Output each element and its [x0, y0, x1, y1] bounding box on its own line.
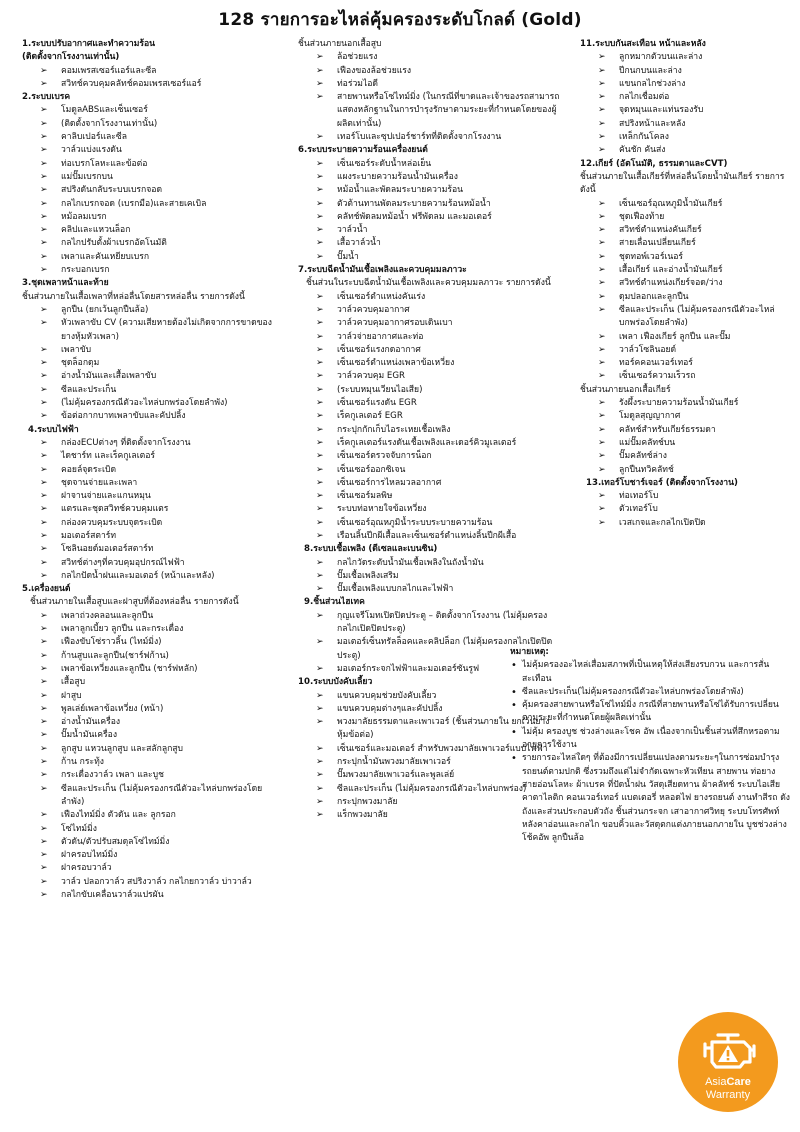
list-item: ➢ อ่างน้ำมันและเสื้อเพลาขับ [22, 370, 284, 383]
list-item: ➢ กลไกเบรกจอด (เบรกมือ)และสายเคเบิล [22, 198, 284, 211]
list-item: ➢ ท่อเบรกโลหะและข้อต่อ [22, 158, 284, 171]
list-item: ➢ เพลาข้อเหวี่ยงและลูกปืน (ชาร์ฟหลัก) [22, 663, 284, 676]
list-item: ➢ พูลเล่ย์เพลาข้อเหวี่ยง (หน้า) [22, 703, 284, 716]
list-item: ➢ เวสเกจและกลไกเปิดปิด [580, 517, 790, 530]
list-item: ➢ รังผึ้งระบายความร้อนน้ำมันเกียร์ [580, 397, 790, 410]
list-item: ➢ ชุดล็อกดุม [22, 357, 284, 370]
list-item: ➢ หม้อลมเบรก [22, 211, 284, 224]
list-item: ➢ กระปุกพวงมาลัย [298, 796, 560, 809]
section-intro: ชิ้นส่วนภายในเสื้อเพลาที่หล่อลื่นโดยสารหล่อลื่น รายการดังนี้ [22, 291, 245, 302]
list-item: ➢ สายเลื่อนเปลี่ยนเกียร์ [580, 237, 790, 250]
list-item: ➢ วาล์วจ่ายอากาศและท่อ [298, 331, 560, 344]
list-item: ➢ วาล์วควบคุมอากาศ [298, 304, 560, 317]
list-item: ➢ โซลินอยด์มอเตอร์สตาร์ท [22, 543, 284, 556]
section-item-list [22, 65, 284, 92]
note-item: • ไม่คุ้มครองอะไหล่เสื่อมสภาพที่เป็นเหตุให้ส่งเสียงรบกวน และการสั่นสะเทือน [510, 659, 790, 686]
section-item-list [580, 397, 790, 477]
list-item: ➢ เซ็นเซอร์การไหลมวลอากาศ [298, 477, 560, 490]
list-item: ➢ วาล์วควบคุมอากาศรอบเดินเบา [298, 317, 560, 330]
list-item: ➢ กลไกปัดน้ำฝนและมอเตอร์ (หน้าและหลัง) [22, 570, 284, 583]
list-item: ➢ มอเตอร์เซ็นทรัลล็อคและคลิปล็อก (ไม่คุ้มครองกลไกเปิดปิดประตู) [298, 636, 560, 663]
list-item: ➢ สายพานหรือโซ่ไทม์มิ่ง (ในกรณีที่ขาดและเจ้าของรถสามารถแสดงหลักฐานในการบำรุงรักษาตามระยะที่กำหนดโดยของผู้ผลิตเท่านั้น) [298, 91, 560, 131]
section-intro: (ติดตั้งจากโรงงานเท่านั้น) [22, 52, 120, 63]
note-item: • ไม่คุ้ม ครองบูช ช่วงล่างและโชค อัพ เนื่องจากเป็นชิ้นส่วนที่สึกหรอตามอายุการใช้งาน [510, 726, 790, 753]
list-item: ➢ วาล์วแบ่งแรงดัน [22, 144, 284, 157]
section-heading: 13.เทอร์โบชาร์เจอร์ (ติดตั้งจากโรงงาน) [586, 477, 738, 488]
page-title: 128 รายการอะไหล่คุ้มครองระดับโกลด์ (Gold) [218, 10, 582, 30]
list-item: ➢ เซ็นเซอร์แรงดัน EGR [298, 397, 560, 410]
list-item: ➢ คลัทช์พัดลมหม้อน้ำ ฟรีพัดลม และมอเตอร์ [298, 211, 560, 224]
section-intro: ชิ้นส่วนภายในเสื้อสูบและฝาสูบที่ต้องหล่อลื่น รายการดังนี้ [30, 597, 239, 608]
list-item: ➢ กล่องECUต่างๆ ที่ติดตั้งจากโรงงาน [22, 437, 284, 450]
list-item: ➢ ปั๊มเชื้อเพลิงแบบกลไกและไฟฟ้า [298, 583, 560, 596]
section-item-list [580, 198, 790, 384]
list-item: ➢ ปั๊มเชื้อเพลิงเสริม [298, 570, 560, 583]
list-item: ➢ กระเดื่องวาล์ว เพลา และบูช [22, 769, 284, 782]
list-item: ➢ คอยล์จุดระเบิด [22, 464, 284, 477]
section-item-list [580, 51, 790, 157]
logo-word-asia: Asia [705, 1076, 727, 1088]
list-item: ➢ คลัทช์สำหรับเกียร์ธรรมดา [580, 424, 790, 437]
list-item: ➢ ทอร์คคอนเวอร์เทอร์ [580, 357, 790, 370]
list-item: ➢ ซีลและประเก็น (ไม่คุ้มครองกรณีตัวอะไหล่บกพร่อง) [298, 783, 560, 796]
list-item: ➢ วาล์วโซลินอยด์ [580, 344, 790, 357]
list-item: ➢ ตัวดัน/ตัวปรับสมดุลโซ่ไทม์มิ่ง [22, 836, 284, 849]
column-1 [22, 38, 284, 902]
note-item: • ซีลและประเก็น(ไม่คุ้มครองกรณีตัวอะไหล่บกพร่องโดยลำพัง) [510, 686, 790, 699]
section-intro: ชิ้นส่วนในระบบฉีดน้ำมันเชื้อเพลิงและควบคุมมลภาวะ รายการดังนี้ [306, 278, 551, 289]
list-item: ➢ แขนควบคุมต่างๆและคัปปลิ้ง [298, 703, 560, 716]
list-item: ➢ ไดชาร์ท และเร็คกูเลเตอร์ [22, 450, 284, 463]
section-item-list [298, 51, 560, 144]
list-item: ➢ พวงมาลัยธรรมดาและเพาเวอร์ (ชิ้นส่วนภายใน ยกเว้นยางหุ้มข้อต่อ) [298, 716, 560, 743]
list-item: ➢ กุญแจรีโมทเปิดปิดประตู – ติดตั้งจากโรงงาน (ไม่คุ้มครองกลไกเปิดปิดประตู) [298, 610, 560, 637]
section-intro: ชิ้นส่วนภายนอกเสื้อเกียร์ [580, 384, 671, 395]
list-item: ➢ สปริงหน้าและหลัง [580, 118, 790, 131]
section-heading: 11.ระบบกันสะเทือน หน้าและหลัง [580, 39, 706, 49]
section-heading: 6.ระบบระบายความร้อนเครื่องยนต์ [298, 145, 428, 156]
list-item: ➢ เรือนลิ้นปีกผีเสื้อและเซ็นเซอร์ตำแหน่งลิ้นปีกผีเสื้อ [298, 530, 560, 543]
list-item: ➢ เพลาและคันเหยียบเบรก [22, 251, 284, 264]
list-item: ➢ ชุดเฟืองท้าย [580, 211, 790, 224]
list-item: ➢ เซ็นเซอร์อุณหภูมิน้ำระบบระบายความร้อน [298, 517, 560, 530]
list-item: ➢ เฟืองของล้อช่วยแรง [298, 65, 560, 78]
list-item: ➢ เพลาถ่วงคลอนและลูกปืน [22, 610, 284, 623]
list-item: ➢ (ติดตั้งจากโรงงานเท่านั้น) [22, 118, 284, 131]
list-item: ➢ ปั๊มพวงมาลัยเพาเวอร์และพูลเล่ย์ [298, 769, 560, 782]
list-item: ➢ วาล์วควบคุม EGR [298, 370, 560, 383]
note-item: • รายการอะไหล่ใดๆ ที่ต้องมีการเปลี่ยนแปลงตามระยะๆในการซ่อมบำรุงรถยนต์ตามปกติ ซึ่งรวมถึงแต่ไม่จำกัดเฉพาะหัวเทียน สายพาน ท่อยาง สายอ่อนโลหะ ผ้าเบรค ที่ปัดน้ำฝน วัสดุเสียดทาน ผ้าคลัทช์ ระบบไอเสีย คาตาไลติก คอนเวอร์เทอร์ แบตเตอรี่ หลอดไฟ ยางรถยนต์ งานทำสีรถ ดังถังและส่วนประกอบตัวถัง ชิ้นส่วนกระจก เสาอากาศวิทยุ ระบบโทรศัพท์ หลังคาอ่อนและกลไก ขอบคิ้วและวัสดุตกแต่งภายนอกภายใน บูชช่วงล่าง โช้คอัพ ลูกปืนล้อ [510, 752, 790, 845]
list-item: ➢ เสื้อสูบ [22, 676, 284, 689]
list-item: ➢ เทอร์โบและซุปเปอร์ชาร์ทที่ติดตั้งจากโรงงาน [298, 131, 560, 144]
list-item: ➢ กลไกเชื่อมต่อ [580, 91, 790, 104]
list-item: ➢ จุดหมุนและแท่นรองรับ [580, 104, 790, 117]
list-item: ➢ เซ็นเซอร์มลพิษ [298, 490, 560, 503]
list-item: ➢ แผงระบายความร้อนน้ำมันเครื่อง [298, 171, 560, 184]
list-item: ➢ เพลาลูกเบี้ยว ลูกปืน และกระเดื่อง [22, 623, 284, 636]
list-item: ➢ คอมเพรสเซอร์แอร์และซีล [22, 65, 284, 78]
list-item: ➢ คลิปและแหวนล็อก [22, 224, 284, 237]
list-item: ➢ มอเตอร์สตาร์ท [22, 530, 284, 543]
logo-text-warranty: Warranty [705, 1089, 751, 1101]
list-item: ➢ แตรและชุดสวิทช์ควบคุมแตร [22, 503, 284, 516]
list-item: ➢ สวิทช์ตำแหน่งเกียร์จอด/ว่าง [580, 277, 790, 290]
list-item: ➢ เร็คกูเลเตอร์ EGR [298, 410, 560, 423]
section-item-list [22, 437, 284, 583]
section-item-list [22, 304, 284, 424]
list-item: ➢ สวิทช์ต่างๆที่ควบคุมอุปกรณ์ไฟฟ้า [22, 557, 284, 570]
section-item-list [22, 104, 284, 277]
section-item-list [298, 557, 560, 597]
section-intro: ชิ้นส่วนภายในเสื้อเกียร์ที่หล่อลื่นโดยน้ำมันเกียร์ รายการดังนี้ [580, 171, 785, 196]
section-heading: 4.ระบบไฟฟ้า [28, 424, 79, 435]
section-heading: 3.ชุดเพลาหน้าและท้าย [22, 278, 109, 289]
list-item: ➢ กระปุกน้ำมันพวงมาลัยเพาเวอร์ [298, 756, 560, 769]
list-item: ➢ ก้านสูบและลูกปืน(ชาร์ฟก้าน) [22, 650, 284, 663]
list-item: ➢ ซีลและประเก็น (ไม่คุ้มครองกรณีตัวอะไหล่บกพร่องโดยลำพัง) [22, 783, 284, 810]
list-item: ➢ คันชัก คันส่ง [580, 144, 790, 157]
list-item: ➢ ลูกสูบ แหวนลูกสูบ และสลักลูกสูบ [22, 743, 284, 756]
list-item: ➢ เซ็นเซอร์ตำแหน่งเพลาข้อเหวี่ยง [298, 357, 560, 370]
list-item: ➢ โซ่ไทม์มิ่ง [22, 823, 284, 836]
list-item: ➢ เฟืองไทม์มิ่ง ตัวดัน และ ลูกรอก [22, 809, 284, 822]
list-item: ➢ หัวเพลาขับ CV (ความเสียหายต้องไม่เกิดจากการขาดของยางหุ้มหัวเพลา) [22, 317, 284, 344]
list-item: ➢ เซ็นเซอร์ระดับน้ำหล่อเย็น [298, 158, 560, 171]
list-item: ➢ ฝาครอบไทม์มิ่ง [22, 849, 284, 862]
list-item: ➢ เสื้อเกียร์ และอ่างน้ำมันเกียร์ [580, 264, 790, 277]
column-3 [580, 38, 790, 530]
section-heading: 12.เกียร์ (อัตโนมัติ, ธรรมดาและCVT) [580, 158, 728, 169]
list-item: ➢ เฟืองขับโซ่ราวลิ้น (ไทม์มิ่ง) [22, 636, 284, 649]
list-item: ➢ ฝาสูบ [22, 690, 284, 703]
list-item: ➢ กระบอกเบรก [22, 264, 284, 277]
list-item: ➢ ชุดทอพ์เวอร์เนอร์ [580, 251, 790, 264]
list-item: ➢ แม่ปั๊มเบรกบน [22, 171, 284, 184]
list-item: ➢ เซ็นเซอร์อุณหภูมิน้ำมันเกียร์ [580, 198, 790, 211]
list-item: ➢ ลูกปืนทวิคลัทช์ [580, 464, 790, 477]
list-item: ➢ แร็กพวงมาลัย [298, 809, 560, 822]
section-heading: 1.ระบบปรับอากาศและทำความร้อน [22, 39, 156, 49]
logo-word-care: Care [726, 1076, 751, 1088]
notes-section [510, 646, 790, 845]
list-item: ➢ แขนกลไกช่วงล่าง [580, 78, 790, 91]
list-item: ➢ มอเตอร์กระจกไฟฟ้าและมอเตอร์ซันรูฟ [298, 663, 560, 676]
list-item: ➢ ปั๊มน้ำมันเครื่อง [22, 729, 284, 742]
list-item: ➢ เซ็นเซอร์ตำแหน่งคันเร่ง [298, 291, 560, 304]
list-item: ➢ ชุดจานจ่ายและเพลา [22, 477, 284, 490]
list-item: ➢ ก้าน กระทุ้ง [22, 756, 284, 769]
section-heading: 10.ระบบบังคับเลี้ยว [298, 677, 373, 688]
notes-list [510, 659, 790, 845]
list-item: ➢ ซีลและประเก็น (ไม่คุ้มครองกรณีตัวอะไหล่บกพร่องโดยลำพัง) [580, 304, 790, 331]
list-item: ➢ สวิทช์ควบคุมคลัทช์คอมเพรสเซอร์แอร์ [22, 78, 284, 91]
list-item: ➢ ตัวต้านทานพัดลมระบายความร้อนหม้อน้ำ [298, 198, 560, 211]
list-item: ➢ ท่อร่วมไอดี [298, 78, 560, 91]
section-heading: 7.ระบบฉีดน้ำมันเชื้อเพลิงและควบคุมมลภาวะ [298, 265, 467, 276]
section-heading: 5.เครื่องยนต์ [22, 584, 71, 595]
list-item: ➢ อ่างน้ำมันเครื่อง [22, 716, 284, 729]
list-item: ➢ โมดูลABSและเซ็นเซอร์ [22, 104, 284, 117]
list-item: ➢ แขนควบคุมช่วยบังคับเลี้ยว [298, 690, 560, 703]
list-item: ➢ ดุมปลอกและลูกปืน [580, 291, 790, 304]
list-item: ➢ หม้อน้ำและพัดลมระบายความร้อน [298, 184, 560, 197]
section-intro: ชิ้นส่วนภายนอกเสื้อสูบ [298, 39, 382, 49]
list-item: ➢ สปริงดันกลับระบบเบรกจอด [22, 184, 284, 197]
section-item-list [298, 158, 560, 264]
list-item: ➢ ปั๊มคลัทช์ล่าง [580, 450, 790, 463]
list-item: ➢ ลูกปืน (ยกเว้นลูกปืนล้อ) [22, 304, 284, 317]
list-item: ➢ ลูกหมากตัวบนและล่าง [580, 51, 790, 64]
logo-text-asiacare [678, 1076, 778, 1088]
list-item: ➢ กล่องควบคุมระบบจุดระเบิด [22, 517, 284, 530]
list-item: ➢ ฝาจานจ่ายและแกนหมุน [22, 490, 284, 503]
list-item: ➢ ซีลและประเก็น [22, 384, 284, 397]
list-item: ➢ ระบบท่อหายใจข้อเหวี่ยง [298, 503, 560, 516]
asiacare-warranty-logo [678, 1012, 778, 1112]
notes-title: หมายเหตุ: [510, 647, 549, 657]
list-item: ➢ เซ็นเซอร์แรงกดอากาศ [298, 344, 560, 357]
list-item: ➢ ข้อต่อกากบาทเพลาขับและคัปปลิ้ง [22, 410, 284, 423]
list-item: ➢ เซ็นเซอร์ออกซิเจน [298, 464, 560, 477]
section-item-list [298, 291, 560, 544]
list-item: ➢ ตัวเทอร์โบ [580, 503, 790, 516]
list-item: ➢ เพลาขับ [22, 344, 284, 357]
list-item: ➢ ปีกนกบนและล่าง [580, 65, 790, 78]
list-item: ➢ เร็คกูเลเตอร์แรงดันเชื้อเพลิงและเดอร์คิวมูเลเตอร์ [298, 437, 560, 450]
list-item: ➢ กระปุกกักเก็บไอระเหยเชื้อเพลิง [298, 424, 560, 437]
list-item: ➢ เพลา เฟืองเกียร์ ลูกปืน และปั๊ม [580, 331, 790, 344]
list-item: ➢ เซ็นเซอร์ความเร็วรถ [580, 370, 790, 383]
section-heading: 2.ระบบเบรค [22, 92, 71, 103]
list-item: ➢ โมดูลสุญญากาศ [580, 410, 790, 423]
list-item: ➢ สวิทช์ตำแหน่งคันเกียร์ [580, 224, 790, 237]
list-item: ➢ วาล์ว ปลอกวาล์ว สปริงวาล์ว กลไกยกวาล์ว บ่าวาล์ว [22, 876, 284, 889]
list-item: ➢ ฝาครอบวาล์ว [22, 862, 284, 875]
list-item: ➢ เซ็นเซอร์ตรวจจับการน็อก [298, 450, 560, 463]
section-item-list [22, 610, 284, 903]
note-item: • คุ้มครองสายพานหรือโซ่ไทม์มิ่ง กรณีที่สายพานหรือโซ่ได้รับการเปลี่ยนตามระยะที่กำหนดโดยผู้ผลิตเท่านั้น [510, 699, 790, 726]
list-item: ➢ แม่ปั๊มคลัทช์บน [580, 437, 790, 450]
list-item: ➢ (ไม่คุ้มครองกรณีตัวอะไหล่บกพร่องโดยลำพัง) [22, 397, 284, 410]
list-item: ➢ วาล์วน้ำ [298, 224, 560, 237]
list-item: ➢ คาลิบเปอร์และซีล [22, 131, 284, 144]
list-item: ➢ (ระบบหมุนเวียนไอเสีย) [298, 384, 560, 397]
list-item: ➢ กลไกวัดระดับน้ำมันเชื้อเพลิงในถังน้ำมัน [298, 557, 560, 570]
section-heading: 9.ชิ้นส่วนไฮเทค [304, 597, 365, 608]
list-item: ➢ กลไกปรับตั้งผ้าเบรกอัตโนมัติ [22, 237, 284, 250]
list-item: ➢ ปั๊มน้ำ [298, 251, 560, 264]
list-item: ➢ ท่อเทอร์โบ [580, 490, 790, 503]
engine-warning-icon [698, 1026, 758, 1072]
list-item: ➢ เสื้อวาล์วน้ำ [298, 237, 560, 250]
list-item: ➢ กลไกขับเคลื่อนวาล์วแปรผัน [22, 889, 284, 902]
section-item-list [580, 490, 790, 530]
section-heading: 8.ระบบเชื้อเพลิง (ดีเซลและเบนซิน) [304, 544, 438, 555]
list-item: ➢ ล้อช่วยแรง [298, 51, 560, 64]
list-item: ➢ เหล็กกันโคลง [580, 131, 790, 144]
list-item: ➢ เซ็นเซอร์และมอเตอร์ สำหรับพวงมาลัยเพาเวอร์แบบไฟฟ้า [298, 743, 560, 756]
